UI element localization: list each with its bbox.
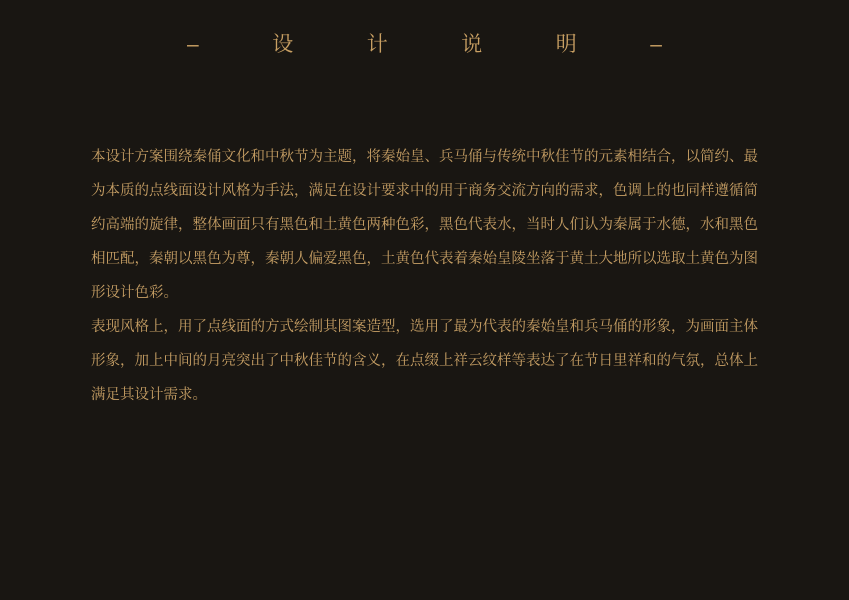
page-title: – 设 计 说 明 – [187,33,676,56]
paragraph: 本设计方案围绕秦俑文化和中秋节为主题，将秦始皇、兵马俑与传统中秋佳节的元素相结合，以简约、最为本质的点线面设计风格为手法，满足在设计要求中的用于商务交流方向的需求，色调上的也同样遵循简约高端的旋律，整体画面只有黑色和土黄色两种色彩，黑色代表水，当时人们认为秦属于水德，水和黑色相匹配，秦朝以黑色为尊，秦朝人偏爱黑色，土黄色代表着秦始皇陵坐落于黄土大地所以选取土黄色为图形设计色彩。 [91,149,758,301]
document-body [91,140,758,412]
paragraph: 表现风格上，用了点线面的方式绘制其图案造型，选用了最为代表的秦始皇和兵马俑的形象，为画面主体形象，加上中间的月亮突出了中秋佳节的含义，在点缀上祥云纹样等表达了在节日里祥和的气氛，总体上满足其设计需求。 [91,319,758,403]
